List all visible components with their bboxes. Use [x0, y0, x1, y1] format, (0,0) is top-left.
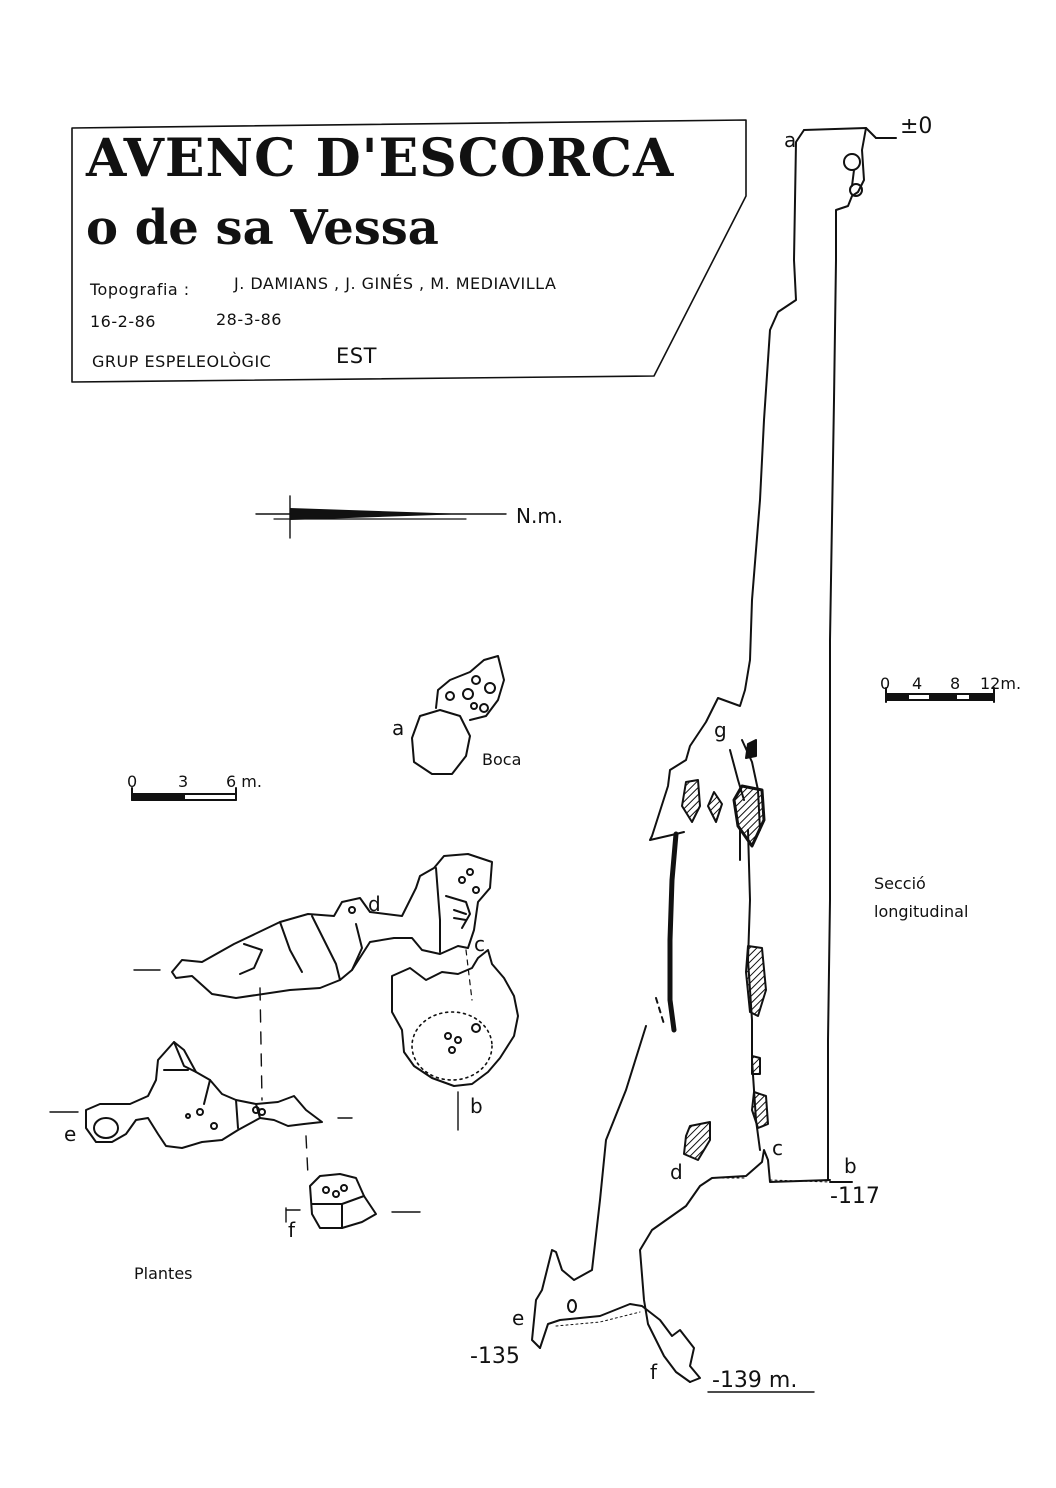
plan-drawing	[50, 656, 518, 1228]
plan-point-d: d	[368, 892, 381, 916]
section-scale-tick-4: 4	[912, 674, 923, 693]
plan-point-a: a	[392, 716, 405, 740]
north-label: N.m.	[516, 504, 564, 528]
plan-point-e: e	[64, 1122, 77, 1146]
group-code: EST	[336, 344, 377, 368]
plan-caption: Plantes	[134, 1264, 193, 1283]
boca-outline	[412, 710, 470, 774]
authors: J. DAMIANS , J. GINÉS , M. MEDIAVILLA	[234, 274, 557, 293]
plan-scale-tick-3: 3	[178, 772, 189, 791]
section-point-e: e	[512, 1306, 525, 1330]
section-scale-tick-8: 8	[950, 674, 961, 693]
section-scale-bar	[886, 688, 994, 702]
topografia-label: Topografia :	[90, 280, 190, 299]
map-title: AVENC D'ESCORCA	[86, 128, 675, 189]
date-1: 16-2-86	[90, 312, 156, 331]
section-point-g: g	[714, 718, 727, 742]
depth-b: -117	[830, 1184, 880, 1209]
section-point-d: d	[670, 1160, 683, 1184]
plan-scale-tick-0: 0	[127, 772, 138, 791]
plan-point-f: f	[288, 1218, 296, 1242]
section-point-b: b	[844, 1154, 857, 1178]
section-caption-line2: longitudinal	[874, 902, 969, 921]
section-point-f: f	[650, 1360, 658, 1384]
depth-f: -139 m.	[712, 1368, 798, 1393]
plan-point-c: c	[474, 932, 485, 956]
plan-scale-tick-6: 6 m.	[226, 772, 262, 791]
boca-label: Boca	[482, 750, 522, 769]
section-caption-line1: Secció	[874, 874, 926, 893]
date-2: 28-3-86	[216, 310, 282, 329]
section-point-a: a	[784, 128, 797, 152]
depth-top: ±0	[900, 114, 933, 139]
depth-e: -135	[470, 1344, 520, 1369]
map-subtitle: o de sa Vessa	[86, 200, 439, 256]
plan-point-b: b	[470, 1094, 483, 1118]
section-scale-tick-12: 12m.	[980, 674, 1022, 693]
group-name: GRUP ESPELEOLÒGIC	[92, 352, 272, 371]
section-scale-tick-0: 0	[880, 674, 891, 693]
north-arrow	[256, 496, 506, 538]
section-point-c: c	[772, 1136, 783, 1160]
